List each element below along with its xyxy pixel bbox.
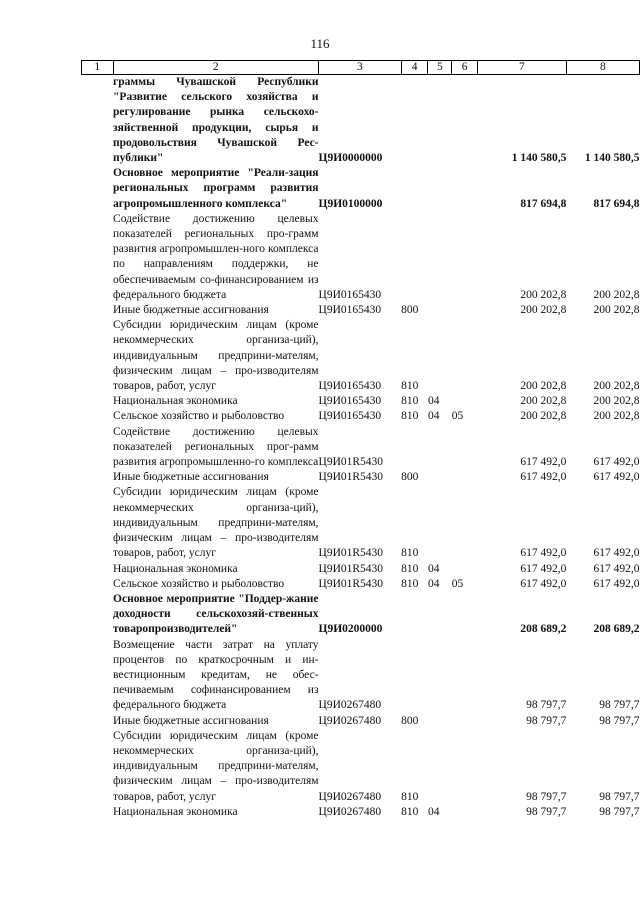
- empty-cell: [82, 638, 114, 714]
- target-article-code: Ц9И0165430: [318, 304, 382, 317]
- section-code: [428, 75, 452, 167]
- target-article-code: Ц9И0165430: [318, 288, 382, 301]
- column-header: 5: [428, 61, 452, 75]
- row-name-text: Субсидии юридическим лицам (кроме некоммерческих организа-ций), индивидуальным предприни-мателям, физическим лицам – про-изводителям товаров, работ, услуг: [113, 486, 319, 560]
- amount-year-1: 200 202,8: [520, 288, 567, 301]
- empty-cell: [82, 485, 114, 561]
- row-name-text: Содействие достижению целевых показателей региональных прог-рамм развития агропромышленно-го комплекса: [113, 425, 319, 469]
- amount-year-1: 617 492,0: [520, 471, 567, 484]
- target-article-code: Ц9И01R5430: [318, 456, 384, 469]
- table-body: [82, 75, 640, 820]
- amount-year-2: 200 202,8: [593, 304, 640, 317]
- target-article-code: Ц9И0267480: [318, 805, 382, 818]
- table-row: [82, 714, 640, 729]
- table-row: [82, 562, 640, 577]
- row-name: [113, 470, 318, 485]
- target-article-code: Ц9И01R5430: [318, 577, 384, 590]
- amount-year-1: 617 492,0: [520, 456, 567, 469]
- expense-type-code: 800: [401, 714, 419, 727]
- empty-cell: [82, 592, 114, 638]
- empty-cell: [82, 425, 114, 471]
- row-name-text: Субсидии юридическим лицам (кроме некоммерческих организа-ций), индивидуальным предприни-мателям, физическим лицам – про-изводителям товаров, работ, услуг: [113, 319, 319, 393]
- amount-year-1: 98 797,7: [526, 805, 567, 818]
- target-article-code: Ц9И0100000: [318, 197, 383, 210]
- amount-year-1: 98 797,7: [526, 714, 567, 727]
- table-row: [82, 166, 640, 212]
- amount-year-2: 208 689,2: [593, 623, 640, 636]
- amount-year-1: 200 202,8: [520, 380, 567, 393]
- column-header: 4: [401, 61, 428, 75]
- subsection-code: [452, 485, 478, 561]
- expense-type-code: [401, 425, 428, 471]
- section-code: [428, 638, 452, 714]
- subsection-code: 05: [451, 577, 464, 590]
- expense-type-code: 810: [401, 805, 419, 818]
- amount-year-1: 617 492,0: [520, 577, 567, 590]
- row-name-text: Национальная экономика: [113, 562, 238, 575]
- expense-type-code: 810: [401, 577, 419, 590]
- table-row: [82, 485, 640, 561]
- subsection-code: [452, 470, 478, 485]
- column-header: 8: [566, 61, 639, 75]
- target-article-code: Ц9И01R5430: [318, 562, 384, 575]
- row-name: [113, 577, 318, 592]
- section-code: [428, 425, 452, 471]
- section-code: 04: [427, 805, 440, 818]
- subsection-code: [452, 166, 478, 212]
- empty-cell: [82, 166, 114, 212]
- subsection-code: [452, 592, 478, 638]
- section-code: 04: [427, 577, 440, 590]
- row-name-text: Возмещение части затрат на уплату процентов по краткосрочным и ин-вестиционным кредитам, не обес-печиваемым софинансированием из федерального бюджета: [113, 638, 319, 712]
- amount-year-1: 98 797,7: [526, 790, 567, 803]
- row-name: [113, 394, 318, 409]
- amount-year-1: 200 202,8: [520, 410, 567, 423]
- expense-type-code: [401, 166, 428, 212]
- amount-year-2: 98 797,7: [599, 714, 640, 727]
- expense-type-code: [401, 638, 428, 714]
- expense-type-code: 810: [401, 562, 419, 575]
- subsection-code: [452, 394, 478, 409]
- amount-year-2: 617 492,0: [593, 577, 640, 590]
- row-name-text: Субсидии юридическим лицам (кроме некоммерческих организа-ций), индивидуальным предприни-мателям, физическим лицам – про-изводителям товаров, работ, услуг: [113, 729, 319, 803]
- row-name: [113, 75, 318, 167]
- section-code: 04: [427, 395, 440, 408]
- subsection-code: [452, 425, 478, 471]
- amount-year-2: 617 492,0: [593, 456, 640, 469]
- table-row: [82, 303, 640, 318]
- table-row: [82, 638, 640, 714]
- row-name-text: Содействие достижению целевых показателей региональных про-грамм развития агропромышлен-ного комплекса по направлениям поддержки, не обеспечиваемым со-финансированием из федерального бюджета: [113, 212, 319, 301]
- subsection-code: [452, 805, 478, 820]
- empty-cell: [82, 212, 114, 303]
- table-row: [82, 470, 640, 485]
- row-name: [113, 212, 318, 303]
- section-code: [428, 318, 452, 394]
- row-name: [113, 714, 318, 729]
- subsection-code: [452, 212, 478, 303]
- row-name: [113, 409, 318, 424]
- row-name: [113, 425, 318, 471]
- empty-cell: [82, 303, 114, 318]
- amount-year-2: 817 694,8: [593, 197, 640, 210]
- row-name-text: Иные бюджетные ассигнования: [113, 714, 269, 727]
- section-code: [428, 303, 452, 318]
- subsection-code: [452, 75, 478, 167]
- expense-type-code: 810: [401, 790, 419, 803]
- amount-year-2: 617 492,0: [593, 547, 640, 560]
- row-name: [113, 592, 318, 638]
- target-article-code: Ц9И0267480: [318, 790, 382, 803]
- target-article-code: Ц9И0267480: [318, 699, 382, 712]
- table-row: [82, 318, 640, 394]
- subsection-code: [452, 714, 478, 729]
- expense-type-code: 810: [401, 395, 419, 408]
- empty-cell: [82, 577, 114, 592]
- row-name: [113, 166, 318, 212]
- amount-year-2: 200 202,8: [593, 380, 640, 393]
- row-name-text: Национальная экономика: [113, 805, 238, 818]
- subsection-code: [452, 729, 478, 805]
- amount-year-2: 617 492,0: [593, 471, 640, 484]
- amount-year-1: 200 202,8: [520, 395, 567, 408]
- table-row: [82, 409, 640, 424]
- row-name: [113, 485, 318, 561]
- row-name-text: Основное мероприятие "Поддер-жание доходности сельскохозяй-ственных товаропроизводителей": [113, 592, 319, 636]
- empty-cell: [82, 714, 114, 729]
- section-code: [428, 166, 452, 212]
- row-name-text: граммы Чувашской Республики "Развитие сельского хозяйства и регулирование рынка сельскохо-зяйственной продукции, сырья и продовольствия Чувашской Рес-публики": [113, 76, 319, 165]
- section-code: 04: [427, 410, 440, 423]
- expense-type-code: 810: [401, 380, 419, 393]
- amount-year-1: 617 492,0: [520, 547, 567, 560]
- subsection-code: 05: [451, 410, 464, 423]
- target-article-code: Ц9И01R5430: [318, 471, 384, 484]
- expense-type-code: [401, 212, 428, 303]
- empty-cell: [82, 409, 114, 424]
- subsection-code: [452, 638, 478, 714]
- subsection-code: [452, 318, 478, 394]
- column-number-header: [82, 61, 640, 75]
- row-name: [113, 303, 318, 318]
- table-row: [82, 592, 640, 638]
- expense-type-code: [401, 592, 428, 638]
- row-name-text: Сельское хозяйство и рыболовство: [113, 410, 285, 423]
- section-code: [428, 212, 452, 303]
- amount-year-1: 98 797,7: [526, 699, 567, 712]
- subsection-code: [452, 562, 478, 577]
- row-name: [113, 805, 318, 820]
- expense-type-code: 800: [401, 471, 419, 484]
- column-header: 6: [452, 61, 478, 75]
- table-row: [82, 577, 640, 592]
- section-code: 04: [427, 562, 440, 575]
- amount-year-2: 200 202,8: [593, 288, 640, 301]
- amount-year-1: 617 492,0: [520, 562, 567, 575]
- subsection-code: [452, 303, 478, 318]
- target-article-code: Ц9И0165430: [318, 395, 382, 408]
- row-name-text: Основное мероприятие "Реали-зация региональных программ развития агропромышленного комплекса": [113, 167, 319, 210]
- expense-type-code: 810: [401, 547, 419, 560]
- expense-type-code: [401, 75, 428, 167]
- row-name-text: Национальная экономика: [113, 395, 238, 408]
- column-header: 7: [477, 61, 566, 75]
- table-row: [82, 212, 640, 303]
- row-name: [113, 729, 318, 805]
- row-name: [113, 318, 318, 394]
- section-code: [428, 470, 452, 485]
- amount-year-2: 200 202,8: [593, 410, 640, 423]
- amount-year-2: 98 797,7: [599, 790, 640, 803]
- amount-year-2: 1 140 580,5: [584, 152, 640, 165]
- section-code: [428, 714, 452, 729]
- empty-cell: [82, 729, 114, 805]
- expense-type-code: 810: [401, 410, 419, 423]
- amount-year-1: 817 694,8: [520, 197, 567, 210]
- amount-year-2: 617 492,0: [593, 562, 640, 575]
- target-article-code: Ц9И0267480: [318, 714, 382, 727]
- table-row: [82, 394, 640, 409]
- table-row: [82, 75, 640, 167]
- amount-year-1: 1 140 580,5: [511, 152, 567, 165]
- column-header: 3: [319, 61, 402, 75]
- row-name-text: Иные бюджетные ассигнования: [113, 304, 269, 317]
- row-name: [113, 562, 318, 577]
- amount-year-1: 200 202,8: [520, 304, 567, 317]
- row-name-text: Сельское хозяйство и рыболовство: [113, 577, 285, 590]
- amount-year-1: 208 689,2: [520, 623, 567, 636]
- target-article-code: Ц9И0000000: [318, 152, 383, 165]
- amount-year-2: 200 202,8: [593, 395, 640, 408]
- budget-table: [81, 60, 640, 820]
- amount-year-2: 98 797,7: [599, 699, 640, 712]
- column-header: 1: [82, 61, 114, 75]
- row-name-text: Иные бюджетные ассигнования: [113, 471, 269, 484]
- amount-year-2: 98 797,7: [599, 805, 640, 818]
- table-row: [82, 425, 640, 471]
- empty-cell: [82, 394, 114, 409]
- target-article-code: Ц9И0165430: [318, 410, 382, 423]
- table-row: [82, 729, 640, 805]
- section-code: [428, 729, 452, 805]
- empty-cell: [82, 562, 114, 577]
- column-header: 2: [113, 61, 318, 75]
- row-name: [113, 638, 318, 714]
- target-article-code: Ц9И01R5430: [318, 547, 384, 560]
- section-code: [428, 592, 452, 638]
- empty-cell: [82, 470, 114, 485]
- page-number: 116: [310, 36, 330, 51]
- empty-cell: [82, 805, 114, 820]
- empty-cell: [82, 318, 114, 394]
- table-row: [82, 805, 640, 820]
- target-article-code: Ц9И0165430: [318, 380, 382, 393]
- target-article-code: Ц9И0200000: [318, 623, 383, 636]
- expense-type-code: 800: [401, 304, 419, 317]
- empty-cell: [82, 75, 114, 167]
- section-code: [428, 485, 452, 561]
